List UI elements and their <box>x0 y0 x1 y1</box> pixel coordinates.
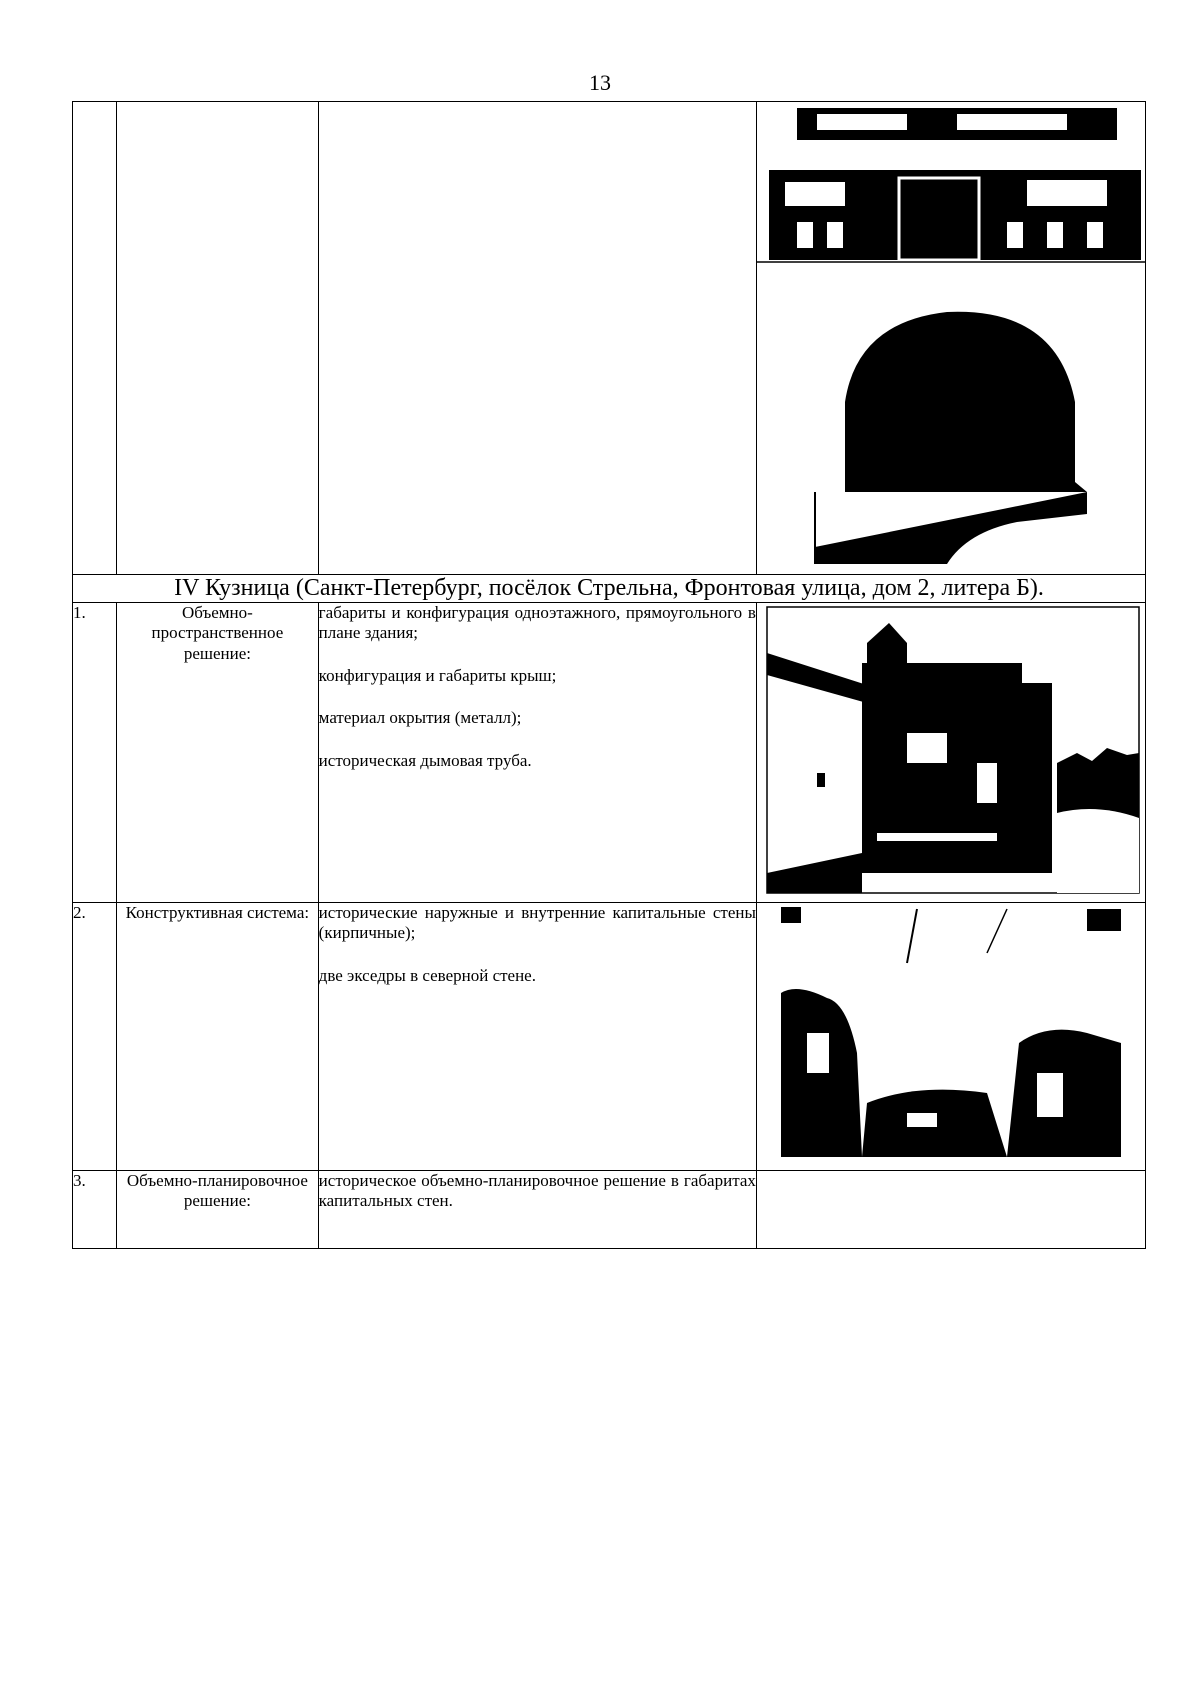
row-name: Конструктивная система: <box>117 903 319 1171</box>
table-row <box>73 903 1146 1171</box>
description-item: исторические наружные и внутренние капитальные стены (кирпичные); <box>318 903 756 943</box>
exedra-wall-photo-icon <box>757 903 1145 1167</box>
description-item: материал окрытия (металл); <box>318 708 522 728</box>
description-item: габариты и конфигурация одноэтажного, прямоугольного в плане здания; <box>318 603 756 643</box>
row-name: Объемно-планировочное решение: <box>117 1171 319 1249</box>
row-name: Объемно-пространственное решение: <box>117 603 319 903</box>
table-row <box>73 603 1146 903</box>
page-number: 13 <box>589 70 611 95</box>
table-row <box>73 1171 1146 1249</box>
row-number: 3. <box>73 1171 117 1249</box>
row-description <box>318 903 756 1171</box>
row-description <box>318 1171 756 1249</box>
continuation-num-cell <box>73 102 117 575</box>
section-title: IV Кузница (Санкт-Петербург, посёлок Стрельна, Фронтовая улица, дом 2, литера Б). <box>73 575 1146 603</box>
continuation-desc-cell <box>318 102 756 575</box>
row-photo-cell <box>756 903 1145 1171</box>
row-description <box>318 603 756 903</box>
description-item: историческая дымовая труба. <box>318 750 532 770</box>
description-item: конфигурация и габариты крыш; <box>318 665 557 685</box>
protected-items-table <box>72 101 1146 1249</box>
description-item: две экседры в северной стене. <box>318 965 536 985</box>
row-photo-cell-empty <box>756 1171 1145 1249</box>
continuation-row <box>73 102 1146 575</box>
section-title-row <box>73 575 1146 603</box>
continuation-name-cell <box>117 102 319 575</box>
row-number: 1. <box>73 603 117 903</box>
row-photo-cell <box>756 603 1145 903</box>
continuation-photos-cell <box>756 102 1145 575</box>
row-number: 2. <box>73 903 117 1171</box>
forge-building-photo-icon <box>757 603 1145 899</box>
building-facade-photo-icon <box>757 102 1145 574</box>
description-item: историческое объемно-планировочное решение в габаритах капитальных стен. <box>318 1171 756 1211</box>
